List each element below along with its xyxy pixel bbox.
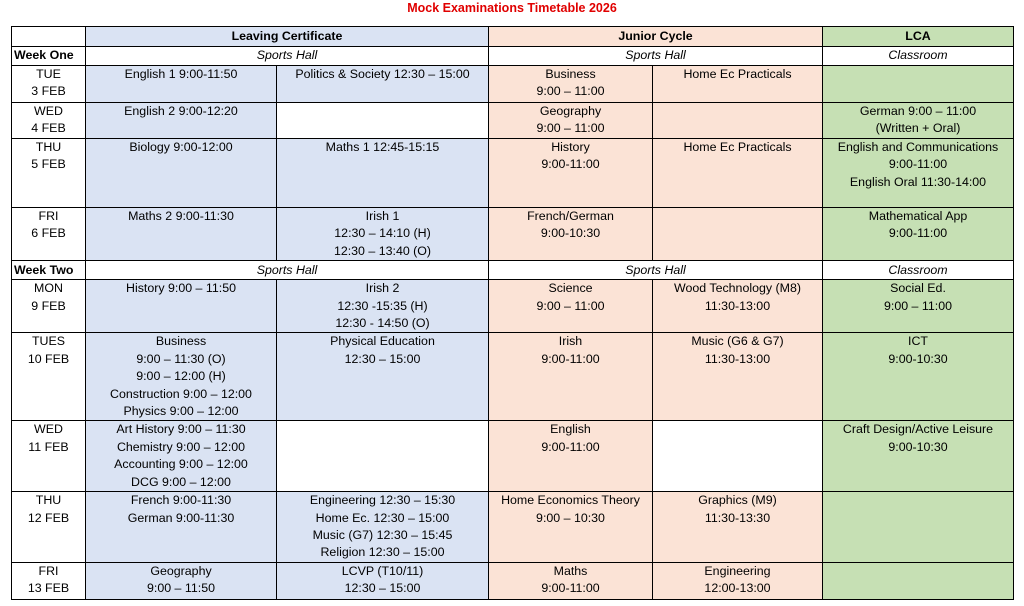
venue-leaving-certificate xyxy=(86,261,489,280)
cell-line: 9:00 – 11:00 xyxy=(536,84,605,99)
timetable xyxy=(11,26,1014,600)
cell-line: Sports Hall xyxy=(256,262,318,277)
lca-cell xyxy=(823,66,1014,103)
lc-morning-cell xyxy=(86,280,277,333)
cell-line: 13 FEB xyxy=(27,581,70,596)
cell-line: 12 FEB xyxy=(27,510,70,525)
page-title: Mock Examinations Timetable 2026 xyxy=(407,1,617,15)
cell-line: Mathematical App xyxy=(868,209,968,223)
lca-cell xyxy=(823,421,1014,492)
cell-line: 9:00-11:00 xyxy=(888,157,948,172)
day-cell xyxy=(12,208,86,261)
jc-afternoon-cell xyxy=(653,562,823,599)
jc-morning-cell xyxy=(489,421,653,492)
cell-line: TUE xyxy=(36,67,61,81)
day-cell xyxy=(12,333,86,421)
day-row xyxy=(12,66,1014,103)
cell-line: 5 FEB xyxy=(31,157,66,172)
jc-morning-cell xyxy=(489,66,653,103)
week-row xyxy=(12,261,1014,280)
venue-leaving-certificate xyxy=(86,47,489,66)
lca-cell xyxy=(823,492,1014,563)
day-cell xyxy=(12,562,86,599)
lc-morning-cell xyxy=(86,562,277,599)
lc-afternoon-cell xyxy=(277,421,489,492)
cell-line: English and Communications xyxy=(837,140,999,154)
cell-line: LCVP (T10/11) xyxy=(341,563,424,578)
day-row xyxy=(12,562,1014,599)
cell-line: Classroom xyxy=(888,262,948,277)
day-cell xyxy=(12,103,86,139)
cell-line: 9:00-10:30 xyxy=(888,439,948,454)
cell-line: 12:30 – 15:00 xyxy=(344,351,421,366)
cell-line: Week One xyxy=(14,48,74,63)
jc-morning-cell xyxy=(489,208,653,261)
cell-line: Home Ec. 12:30 – 15:00 xyxy=(315,510,450,525)
cell-line: Social Ed. xyxy=(890,281,946,296)
cell-line: History xyxy=(551,140,590,154)
lc-morning-cell xyxy=(86,492,277,563)
cell-line: 12:30 -15:35 (H) xyxy=(337,298,428,313)
jc-morning-cell xyxy=(489,103,653,139)
header-row xyxy=(12,27,1014,47)
day-row xyxy=(12,333,1014,421)
lca-cell xyxy=(823,208,1014,261)
cell-line: Engineering 12:30 – 15:30 xyxy=(309,493,456,508)
cell-line: (Written + Oral) xyxy=(875,121,961,136)
cell-line: 9:00 – 12:00 (H) xyxy=(136,369,226,384)
cell-line: 12:30 - 14:50 (O) xyxy=(335,316,430,331)
lca-cell xyxy=(823,139,1014,208)
header-leaving-certificate: Leaving Certificate xyxy=(86,27,489,47)
cell-line: Home Ec Practicals xyxy=(683,140,792,154)
cell-line: 9:00-11:00 xyxy=(541,439,600,454)
day-row xyxy=(12,208,1014,261)
venue-lca xyxy=(823,261,1014,280)
cell-line: Maths 2 9:00-11:30 xyxy=(128,209,234,223)
day-row xyxy=(12,492,1014,563)
cell-line: Week Two xyxy=(14,262,74,277)
cell-line: English 1 9:00-11:50 xyxy=(124,67,238,81)
lc-morning-cell xyxy=(86,139,277,208)
cell-line: Biology 9:00-12:00 xyxy=(129,140,233,154)
lc-afternoon-cell xyxy=(277,66,489,103)
cell-line: 12:30 – 15:00 xyxy=(344,581,421,596)
cell-line: 9:00-11:00 xyxy=(541,581,600,596)
jc-afternoon-cell xyxy=(653,139,823,208)
lc-afternoon-cell xyxy=(277,492,489,563)
cell-line: 9:00 – 11:50 xyxy=(147,581,215,596)
lca-cell xyxy=(823,562,1014,599)
day-row xyxy=(12,103,1014,139)
cell-line: 12:00-13:00 xyxy=(704,581,771,596)
jc-afternoon-cell xyxy=(653,421,823,492)
cell-line: Craft Design/Active Leisure xyxy=(842,422,994,437)
cell-line: Business xyxy=(545,67,596,81)
cell-line: 9:00-11:00 xyxy=(888,226,948,241)
cell-line: MON xyxy=(34,281,63,296)
venue-junior-cycle xyxy=(489,47,823,66)
cell-line: 9:00-10:30 xyxy=(540,226,601,241)
day-row xyxy=(12,421,1014,492)
jc-afternoon-cell xyxy=(653,103,823,139)
venue-lca xyxy=(823,47,1014,66)
lc-afternoon-cell xyxy=(277,139,489,208)
cell-line: 10 FEB xyxy=(27,351,70,366)
cell-line: 9:00-11:00 xyxy=(541,351,600,366)
lc-morning-cell xyxy=(86,208,277,261)
day-cell xyxy=(12,280,86,333)
cell-line: Construction 9:00 – 12:00 xyxy=(110,386,252,401)
cell-line: 9:00 – 11:00 xyxy=(536,298,605,313)
cell-line: 11 FEB xyxy=(28,439,69,454)
jc-afternoon-cell xyxy=(653,208,823,261)
jc-morning-cell xyxy=(489,139,653,208)
jc-morning-cell xyxy=(489,333,653,421)
cell-line: 9:00 – 10:30 xyxy=(536,510,605,525)
header-lca: LCA xyxy=(823,27,1014,47)
cell-line: Physics 9:00 – 12:00 xyxy=(123,404,239,419)
cell-line: French 9:00-11:30 xyxy=(130,493,232,508)
day-cell xyxy=(12,139,86,208)
cell-line: Home Economics Theory xyxy=(501,493,640,508)
jc-afternoon-cell xyxy=(653,66,823,103)
lc-afternoon-cell xyxy=(277,333,489,421)
cell-line: FRI xyxy=(38,209,59,223)
cell-line: THU xyxy=(35,140,62,154)
lca-cell xyxy=(823,103,1014,139)
cell-line: French/German xyxy=(527,209,614,223)
day-cell xyxy=(12,66,86,103)
cell-line: Science xyxy=(548,281,593,296)
cell-line: Politics & Society 12:30 – 15:00 xyxy=(295,67,470,81)
cell-line: Sports Hall xyxy=(625,48,686,63)
cell-line: Music (G6 & G7) xyxy=(691,334,784,349)
lc-morning-cell xyxy=(86,333,277,421)
cell-line: 9:00 – 11:00 xyxy=(884,298,952,313)
cell-line: 11:30-13:00 xyxy=(704,298,771,313)
jc-afternoon-cell xyxy=(653,280,823,333)
jc-morning-cell xyxy=(489,562,653,599)
cell-line: Graphics (M9) xyxy=(698,493,777,508)
cell-line: Maths xyxy=(553,563,588,578)
cell-line: TUES xyxy=(31,334,66,349)
cell-line: Sports Hall xyxy=(256,48,318,63)
cell-line: German 9:00 – 11:00 xyxy=(859,104,977,118)
cell-line: WED xyxy=(34,422,63,437)
cell-line: Business xyxy=(155,334,207,349)
lca-cell xyxy=(823,280,1014,333)
cell-line: Art History 9:00 – 11:30 xyxy=(116,422,246,437)
venue-junior-cycle xyxy=(489,261,823,280)
cell-line: WED xyxy=(34,104,63,118)
cell-line: Wood Technology (M8) xyxy=(674,281,801,296)
cell-line: THU xyxy=(35,493,62,508)
cell-line: Physical Education xyxy=(330,334,435,349)
cell-line: Engineering xyxy=(704,563,771,578)
cell-line: Geography xyxy=(539,104,602,118)
lc-afternoon-cell xyxy=(277,103,489,139)
day-cell xyxy=(12,421,86,492)
cell-line: English xyxy=(550,422,591,437)
cell-line: 4 FEB xyxy=(31,121,66,136)
header-blank xyxy=(12,27,86,47)
day-cell xyxy=(12,492,86,563)
cell-line: Geography xyxy=(150,563,212,578)
cell-line: Sports Hall xyxy=(625,262,686,277)
cell-line: DCG 9:00 – 12:00 xyxy=(131,474,231,489)
cell-line: Accounting 9:00 – 12:00 xyxy=(114,457,248,472)
header-junior-cycle: Junior Cycle xyxy=(489,27,823,47)
cell-line: 9:00-10:30 xyxy=(888,351,948,366)
cell-line: German 9:00-11:30 xyxy=(127,510,235,525)
lc-afternoon-cell xyxy=(277,280,489,333)
lc-afternoon-cell xyxy=(277,208,489,261)
week-row xyxy=(12,47,1014,66)
week-label xyxy=(12,261,86,280)
cell-line: Irish xyxy=(558,334,583,349)
cell-line: Classroom xyxy=(888,48,948,63)
lc-morning-cell xyxy=(86,66,277,103)
cell-line: 9 FEB xyxy=(31,298,66,313)
jc-morning-cell xyxy=(489,492,653,563)
cell-line: 3 FEB xyxy=(31,84,66,99)
lc-afternoon-cell xyxy=(277,562,489,599)
lc-morning-cell xyxy=(86,421,277,492)
week-label xyxy=(12,47,86,66)
jc-afternoon-cell xyxy=(653,492,823,563)
cell-line: 11:30-13:00 xyxy=(704,351,771,366)
day-row xyxy=(12,280,1014,333)
cell-line: 9:00 – 11:00 xyxy=(536,121,605,136)
cell-line: History 9:00 – 11:50 xyxy=(126,281,236,296)
lc-morning-cell xyxy=(86,103,277,139)
cell-line: Maths 1 12:45-15:15 xyxy=(325,140,440,154)
jc-afternoon-cell xyxy=(653,333,823,421)
cell-line: 9:00 – 11:30 (O) xyxy=(136,351,226,366)
cell-line: 12:30 – 14:10 (H) xyxy=(334,226,431,241)
cell-line: Religion 12:30 – 15:00 xyxy=(320,545,445,560)
lca-cell xyxy=(823,333,1014,421)
cell-line: ICT xyxy=(908,334,928,349)
day-row xyxy=(12,139,1014,208)
cell-line: Home Ec Practicals xyxy=(683,67,792,81)
cell-line: Chemistry 9:00 – 12:00 xyxy=(116,439,246,454)
cell-line: Irish 2 xyxy=(365,281,400,296)
cell-line: 12:30 – 13:40 (O) xyxy=(333,243,432,258)
cell-line: 11:30-13:30 xyxy=(704,510,771,525)
cell-line: Irish 1 xyxy=(365,209,400,223)
cell-line: FRI xyxy=(38,563,59,578)
cell-line: 6 FEB xyxy=(31,226,66,241)
cell-line: English Oral 11:30-14:00 xyxy=(849,174,987,189)
cell-line: Music (G7) 12:30 – 15:45 xyxy=(312,527,453,542)
cell-line: 9:00-11:00 xyxy=(541,157,600,172)
cell-line: English 2 9:00-12:20 xyxy=(124,104,238,118)
jc-morning-cell xyxy=(489,280,653,333)
